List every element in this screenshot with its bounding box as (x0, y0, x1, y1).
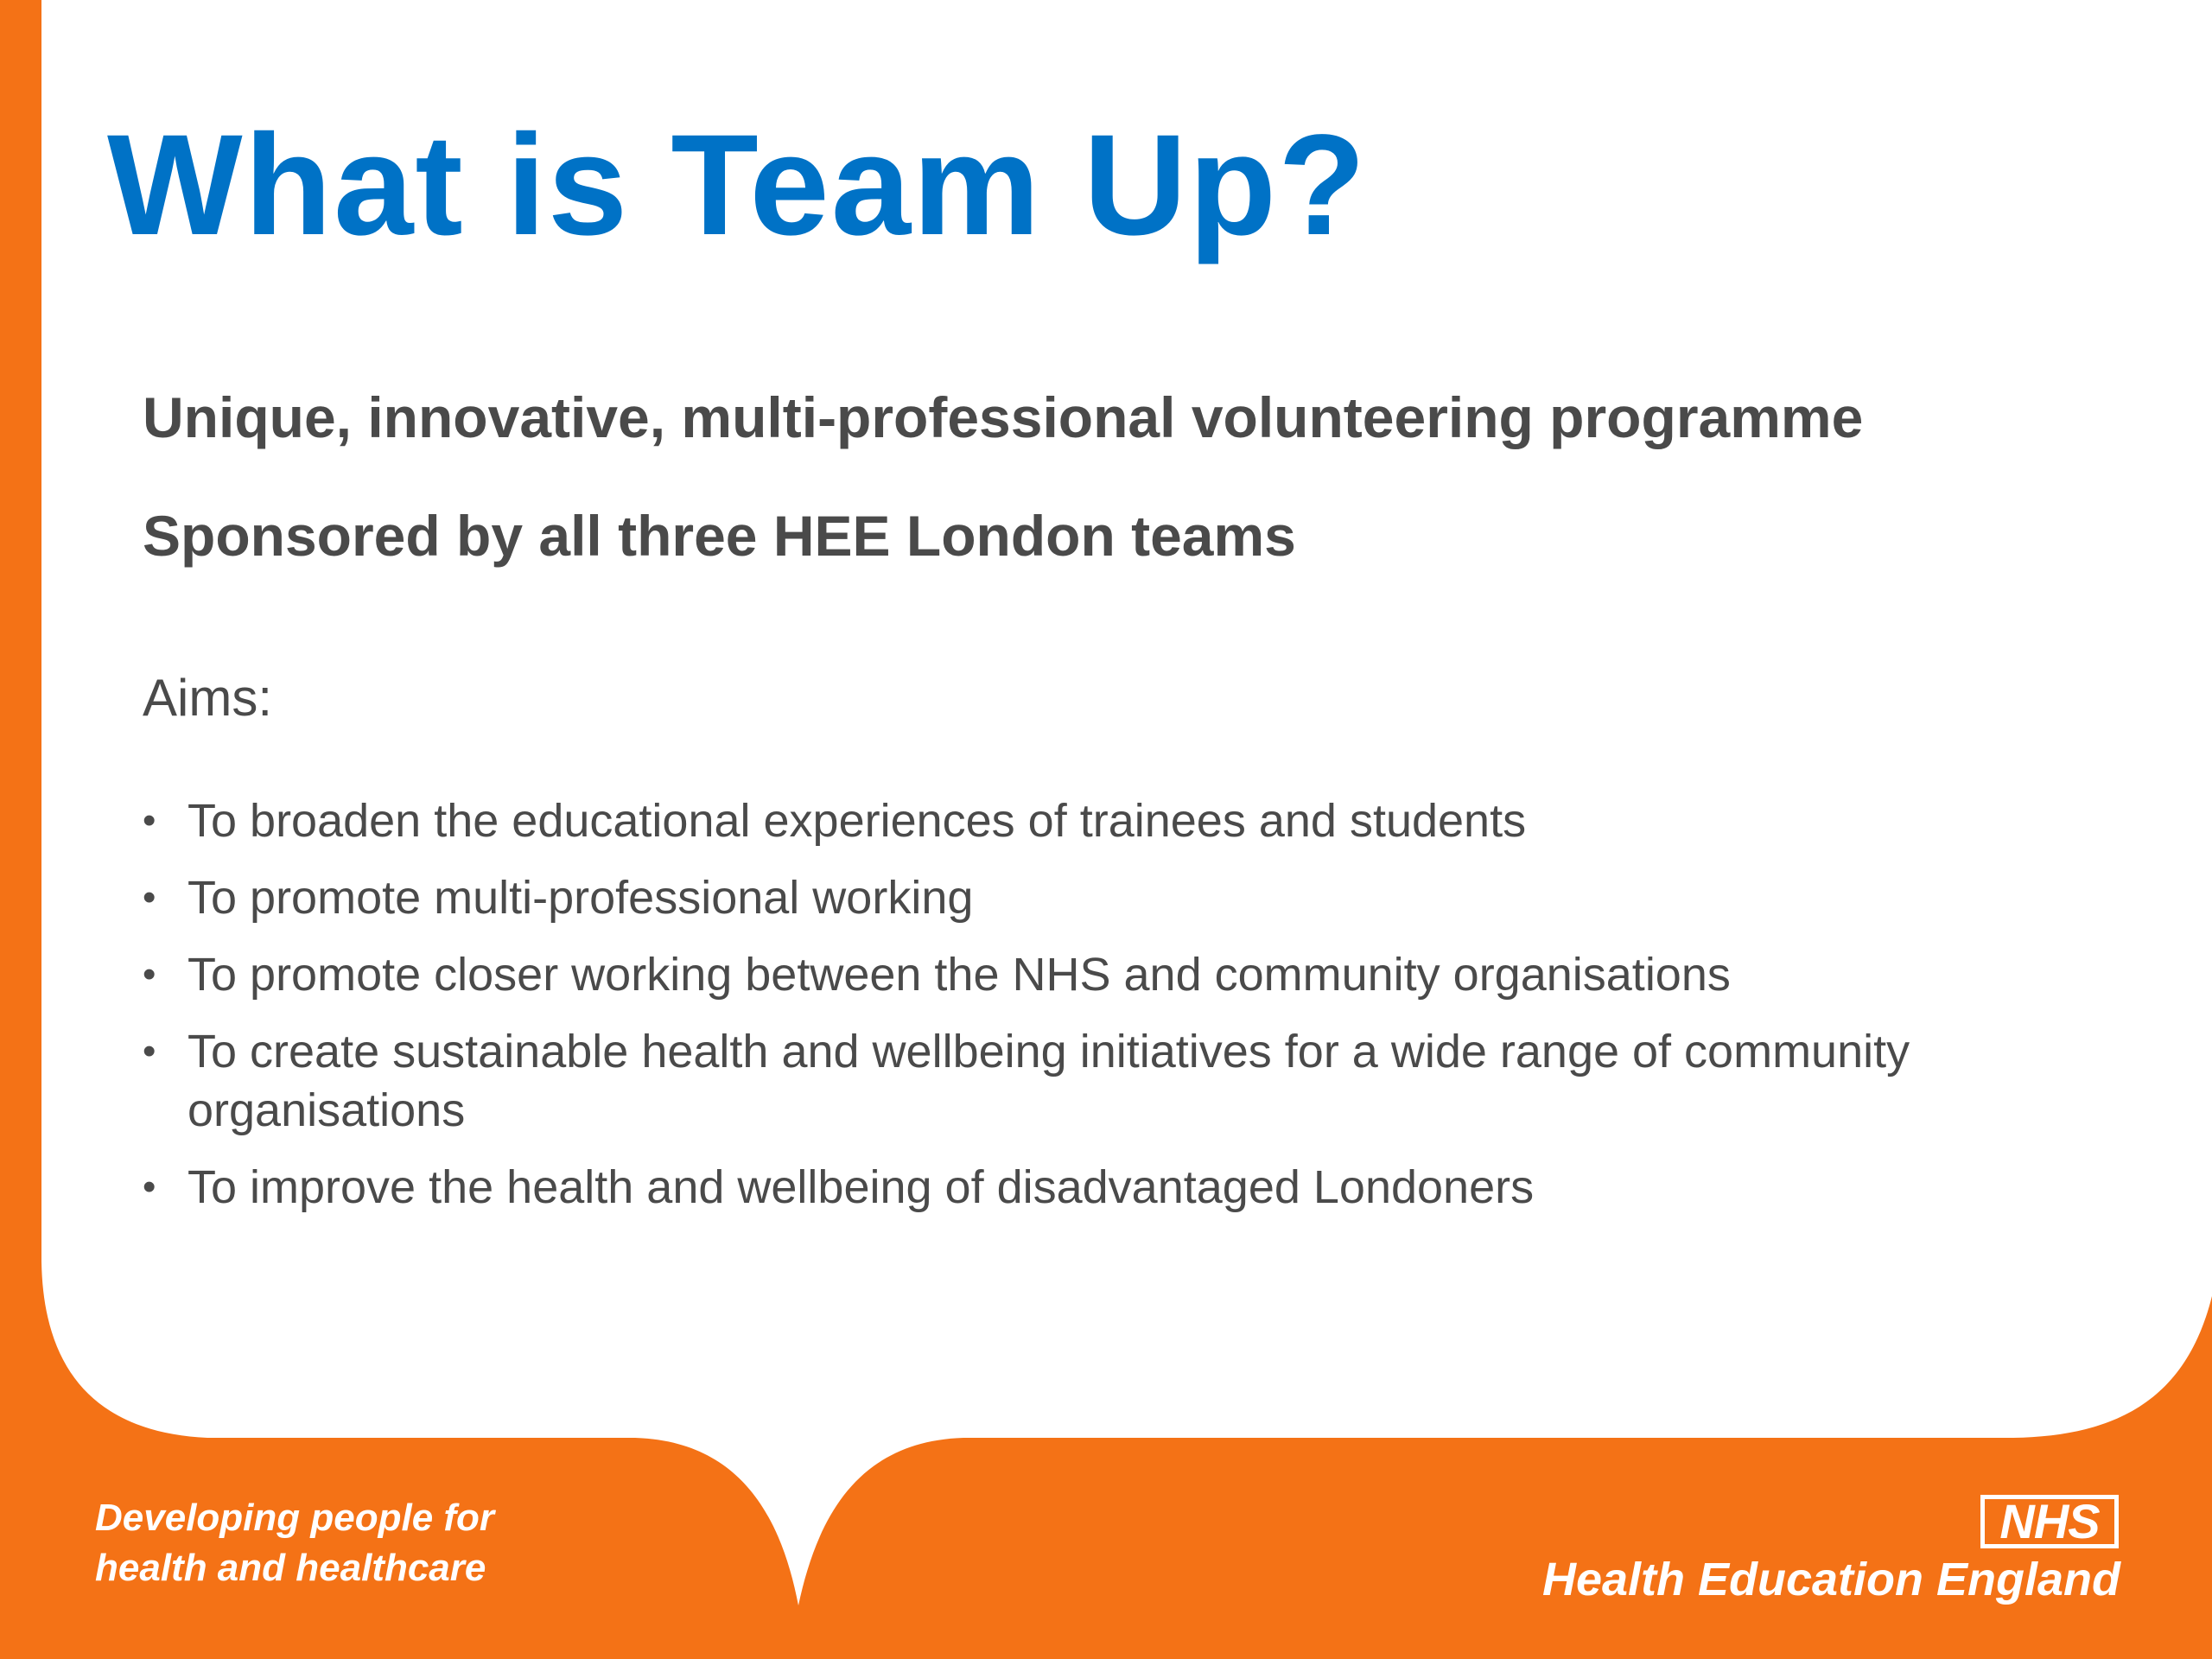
tagline-line-1: Developing people for (95, 1497, 495, 1539)
subtitle-programme: Unique, innovative, multi-professional volunteering programme (143, 385, 1864, 449)
aim-item (143, 1022, 2061, 1140)
aim-item (143, 945, 2061, 1004)
slide-title: What is Team Up? (107, 105, 1368, 265)
subtitle-sponsors: Sponsored by all three HEE London teams (143, 504, 1296, 568)
aim-text: To broaden the educational experiences of trainees and students (188, 795, 1527, 847)
aim-text: To promote closer working between the NHS and community organisations (188, 949, 1731, 1001)
aim-text: To create sustainable health and wellbeing initiatives for a wide range of community organisations (188, 1026, 1910, 1136)
bullet-icon: • (143, 953, 156, 995)
footer-tagline (95, 1493, 494, 1593)
bullet-icon: • (143, 876, 156, 918)
aims-label: Aims: (143, 669, 272, 727)
aims-list (143, 791, 2061, 1235)
aim-item (143, 868, 2061, 927)
bullet-icon: • (143, 799, 156, 842)
organisation-name: Health Education England (1541, 1554, 2120, 1605)
aim-text: To improve the health and wellbeing of disadvantaged Londoners (188, 1161, 1535, 1213)
nhs-logo: NHS (1980, 1495, 2119, 1548)
tagline-line-2: health and healthcare (95, 1547, 486, 1589)
aim-item (143, 1158, 2061, 1217)
bullet-icon: • (143, 1166, 156, 1208)
aim-item (143, 791, 2061, 850)
bullet-icon: • (143, 1030, 156, 1072)
aim-text: To promote multi-professional working (188, 872, 974, 924)
